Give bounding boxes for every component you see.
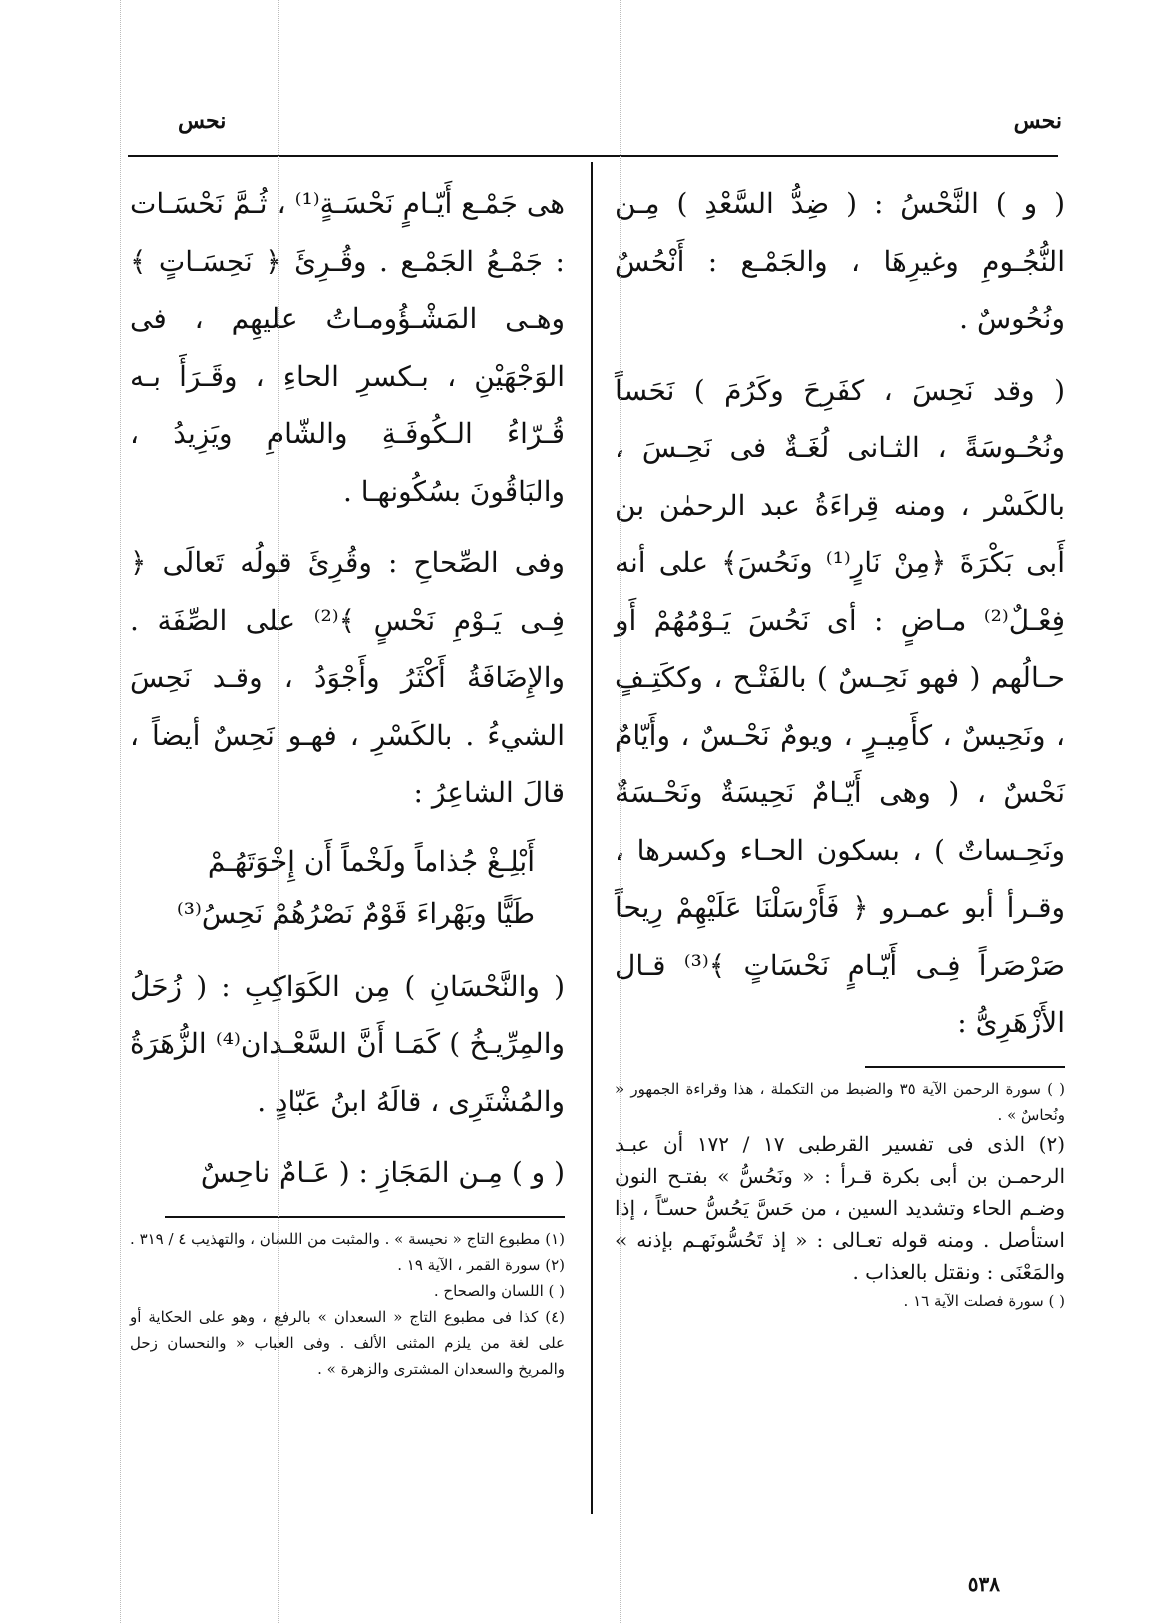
page-number: ٥٣٨ xyxy=(967,1572,1000,1596)
entry-paragraph: ( و ) النَّحْسُ : ( ضِدُّ السَّعْدِ ) مِـن النُّجُـومِ وغيرِهَا ، والجَمْـع : أَنْحُسٌ ونُحُوسٌ . xyxy=(615,187,1065,335)
footnote: (٢) سورة القمر ، الآية ١٩ . xyxy=(397,1255,565,1274)
verse-line: طَيًّا وبَهْراءَ قَوْمٌ نَصْرُهُمْ نَحِسُ⁽³⁾ xyxy=(176,896,535,930)
right-column xyxy=(615,175,1065,1314)
entry-paragraph: وفى الصِّحاحِ : وقُرِئَ قولُه تَعالَى ﴿ فِـى يَـوْمِ نَحْسٍ ﴾⁽²⁾ على الصِّفَة . والإِضَافَةُ أَكْثَرُ وأَجْوَدُ ، وقـد نَحِسَ الشيءُ . بالكَسْرِ ، فهـو نَحِسٌ أيضاً ، قالَ الشاعِرُ : xyxy=(130,546,565,809)
footnote: ( ) سورة فصلت الآية ١٦ . xyxy=(903,1291,1065,1310)
column-divider xyxy=(591,162,593,1514)
poem-verse xyxy=(130,836,565,940)
footnote: ( ) اللسان والصحاح . xyxy=(433,1281,565,1300)
footnote-rule xyxy=(165,1216,565,1218)
entry-paragraph: هى جَمْـع أَيّـامٍ نَحْسَـةٍ⁽¹⁾ ، ثُـمَّ نَحْسَـات : جَمْـعُ الجَمْـع . وقُـرِئَ ﴿ نَحِسَـاتٍ ﴾ وهـى المَشْـؤُومـاتُ عليهِم ، فى الوَجْهَيْنِ ، بـكسرِ الحاءِ ، وقَـرَأَ بـه قُـرّاءُ الـكُوفَـةِ والشّامِ ويَزِيدُ ، والبَاقُونَ بسُكُونهـا . xyxy=(130,187,565,508)
footnote: ( ) سورة الرحمن الآية ٣٥ والضبط من التكملة ، هذا وقراءة الجمهور « ونُحاسٌ » . xyxy=(615,1079,1065,1124)
entry-paragraph: ( و ) مِـن المَجَازِ : ( عَـامٌ ناحِسٌ xyxy=(200,1156,565,1189)
footnote: (١) مطبوع التاج « نحيسة » . والمثبت من اللسان ، والتهذيب ٤ / ٣١٩ . xyxy=(130,1229,565,1248)
footnote: (٢) الذى فى تفسير القرطبى ١٧ / ١٧٢ أن عبـد الرحمـن بن أبى بكرة قـرأ : « ونَحُسُّ » بفتـح النون وضـم الحاء وتشديد السين ، من حَسَّ يَحُسُّ حسـّاً ، إذا استأصل . ومنه قوله تعـالى : « إذ تَحُسُّونَهـم بإذنه » والمَعْنَى : ونقتل بالعذاب . xyxy=(615,1131,1065,1284)
footnote-rule xyxy=(865,1066,1065,1068)
footnote: (٤) كذا فى مطبوع التاج « السعدان » بالرفع ، وهو على الحكاية أو على لغة من يلزم المثنى الألف . وفى العباب « والنحسان زحل والمريخ والسعدان المشترى والزهرة » . xyxy=(130,1307,565,1378)
entry-paragraph: ( والنَّحْسَانِ ) مِن الكَوَاكِبِ : ( زُحَلُ والمِرِّيـخُ ) كَمَـا أَنَّ السَّعْـدان⁽⁴⁾ الزُّهَرَةُ والمُشْتَرِى ، قالَهُ ابنُ عَبّادٍ . xyxy=(130,969,566,1118)
left-column xyxy=(130,175,565,1382)
verse-line: أَبْلِـغْ جُذاماً ولَخْماً أَن إِخْوَتَهُـمْ xyxy=(207,844,535,878)
header-word-right: نحس xyxy=(1013,108,1062,134)
scan-artifact-line xyxy=(120,0,122,1623)
scan-artifact-line xyxy=(278,0,280,1623)
entry-paragraph: ( وقد نَحِسَ ، كفَرِحَ وكَرُمَ ) نَحَساً ونُحُـوسَةً ، الثـانى لُغَـةٌ فى نَحِـسَ ، بالكَسْر ، ومنه قِراءَةُ عبد الرحمٰن بن أَبى بَكْرَةَ ﴿مِنْ نَارٍ⁽¹⁾ ونَحُسَ﴾ على أنه فِعْـلٌ⁽²⁾ مـاضٍ : أى نَحُسَ يَـوْمُهُمْ أَو حـالُهم ( فهو نَحِـسٌ ) بالفَتْـح ، وككَتِـفٍ ، ونَحِيسٌ ، كأَمِيـرٍ ، ويومٌ نَحْـسٌ ، وأَيّامٌ نَحْسٌ ، ( وهى أَيّـامٌ نَحِيسَةٌ ونَحْـسَةٌ ونَحِـساتٌ ) ، بسكون الحـاء وكسرها ، وقـرأ أبو عمـرو ﴿ فَأَرْسَلْنَا عَلَيْهِمْ رِيحاً صَرْصَراً فِـى أَيّـامٍ نَحْسَاتٍ ﴾⁽³⁾ قـال الأَزْهَرِىُّ : xyxy=(615,373,1065,1039)
scan-artifact-line xyxy=(620,0,622,1623)
header-word-left: نحس xyxy=(178,108,227,134)
header-rule xyxy=(128,155,1058,157)
